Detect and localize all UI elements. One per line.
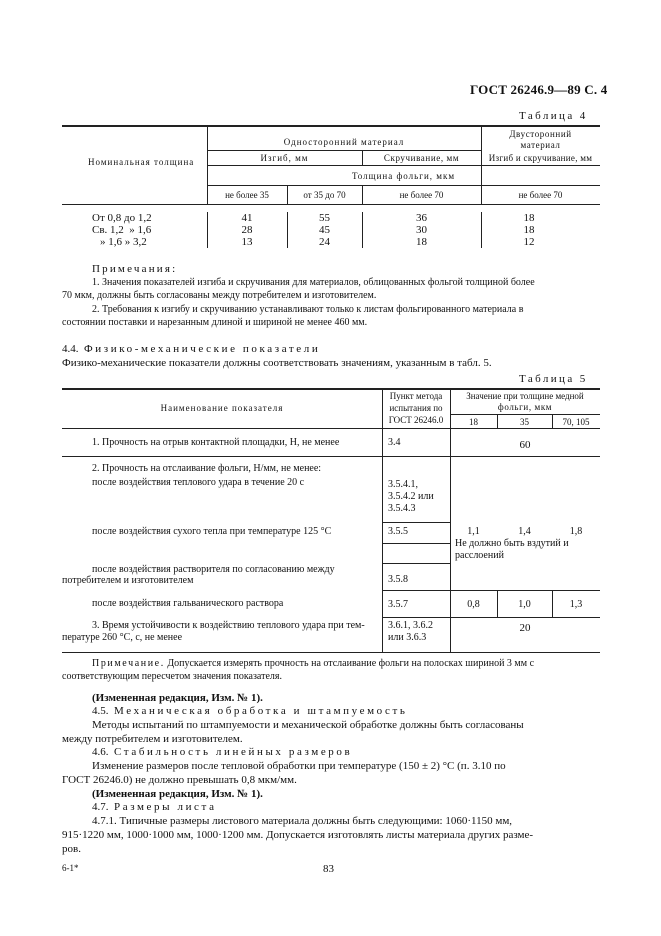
section-text: Методы испытаний по штампуемости и механической обработке должны быть согласованы xyxy=(92,719,524,731)
table5-r2b-v: 1,1 xyxy=(467,526,480,537)
table4-foil-thickness: Толщина фольги, мкм xyxy=(351,171,456,181)
table4-cell: 36 xyxy=(416,212,427,224)
section-title: Физико-механические показатели xyxy=(84,343,321,355)
table5-r3-value: 20 xyxy=(519,622,531,634)
table4-bend: Изгиб, мм xyxy=(260,153,309,163)
table4-cell: 45 xyxy=(319,224,330,236)
section-number: 4.4. xyxy=(62,343,79,355)
table4-cell: 30 xyxy=(416,224,427,236)
table4-sub-3: не более 70 xyxy=(399,190,444,200)
notes1-line: 70 мкм, должны быть согласованы между потребителем и изготовителем. xyxy=(62,290,377,301)
table5-sub: 18 xyxy=(469,417,478,427)
section-text: ров. xyxy=(62,843,81,855)
table4-cell: 12 xyxy=(523,236,535,248)
table4-two-sided-2: материал xyxy=(520,140,561,150)
table5-r2a-method: 3.5.4.2 или xyxy=(388,491,434,502)
edit-note: (Измененная редакция, Изм. № 1). xyxy=(92,692,263,704)
table4-row-label: От 0,8 до 1,2 xyxy=(92,212,152,224)
section-text: Физико-механические показатели должны соответствовать значениям, указанным в табл. 5. xyxy=(62,357,492,369)
note2-text: соответствующим пересчетом значения показателя. xyxy=(62,671,283,682)
table4-sub-4: не более 70 xyxy=(518,190,563,200)
table5-caption: Таблица 5 xyxy=(519,373,588,385)
section-text: между потребителем и изготовителем. xyxy=(62,733,243,745)
table5-r2b-method: 3.5.5 xyxy=(388,526,408,537)
section-text: 915·1220 мм, 1000·1000 мм, 1000·1200 мм. Допускается изготовлять листы материала других разме- xyxy=(62,829,534,841)
notes1-line: состоянии поставки и нарезанным длиной и шириной не менее 460 мм. xyxy=(62,317,368,328)
section-number: 4.5. xyxy=(92,705,109,717)
table5-r2d-method: 3.5.7 xyxy=(388,599,408,610)
note2-title: Примечание. xyxy=(92,658,165,669)
table4-row-label: Св. 1,2 » 1,6 xyxy=(92,224,152,236)
table4-cell: 28 xyxy=(241,224,253,236)
table4-caption: Таблица 4 xyxy=(519,110,588,122)
section-title: Механическая обработка и штампуемость xyxy=(114,705,408,717)
table4-cell: 18 xyxy=(523,212,535,224)
table5-r3-method: 3.6.1, 3.6.2 xyxy=(388,620,433,631)
table4-cell: 13 xyxy=(241,236,253,248)
table4-twist: Скручивание, мм xyxy=(383,153,460,163)
section-text: Изменение размеров после тепловой обработки при температуре (150 ± 2) °С (п. 3.10 по xyxy=(92,760,506,772)
table4-sub-1: не более 35 xyxy=(225,190,269,200)
table5-r2a-name: после воздействия теплового удара в течение 20 с xyxy=(92,477,305,488)
section-text: 4.7.1. Типичные размеры листового материала должны быть следующими: 1060·1150 мм, xyxy=(92,815,513,827)
table5-col-method: Пункт метода xyxy=(389,391,443,401)
table5-sub: 70, 105 xyxy=(562,417,590,427)
table5-r1-method: 3.4 xyxy=(388,437,401,448)
table5-r2b-v: 1,8 xyxy=(569,526,583,537)
footer-mark: 6-1* xyxy=(62,863,79,873)
table5-sub: 35 xyxy=(520,417,529,427)
table5-r2b-note: Не должно быть вздутий и xyxy=(455,538,569,549)
table5-r2b-name: после воздействия сухого тепла при температуре 125 °С xyxy=(92,526,332,537)
table5-r3-method: или 3.6.3 xyxy=(388,632,427,643)
table4-one-sided: Односторонний материал xyxy=(283,137,405,147)
table4-row-label: » 1,6 » 3,2 xyxy=(100,236,147,248)
table4-cell: 41 xyxy=(241,212,253,224)
page-header: ГОСТ 26246.9—89 С. 4 xyxy=(470,82,608,97)
page-number: 83 xyxy=(323,863,334,875)
table5-col-method: ГОСТ 26246.0 xyxy=(388,415,444,425)
table5-r2c-method: 3.5.8 xyxy=(388,574,408,585)
table4-two-sided-1: Двусторонний xyxy=(509,129,572,139)
note2-text: Допускается измерять прочность на отслаивание фольги на полосках шириной 3 мм с xyxy=(164,658,535,669)
table5-r1-value: 60 xyxy=(519,439,531,451)
section-number: 4.7. xyxy=(92,801,109,813)
table5-r2c-name: после воздействия растворителя по согласованию между xyxy=(92,564,335,575)
table5-r2a-method: 3.5.4.3 xyxy=(388,503,416,514)
table5-r2-name: 2. Прочность на отслаивание фольги, Н/мм, не менее: xyxy=(92,463,322,474)
table5-r2d-v: 0,8 xyxy=(467,599,480,610)
section-number: 4.6. xyxy=(92,746,109,758)
table4-bend-twist: Изгиб и скручивание, мм xyxy=(488,153,593,163)
table4-cell: 24 xyxy=(319,236,330,248)
table5-r2c-name: потребителем и изготовителем xyxy=(62,575,194,586)
table4-cell: 18 xyxy=(416,236,427,248)
table5-r2d-name: после воздействия гальванического раствора xyxy=(92,598,284,609)
section-title: Стабильность линейных размеров xyxy=(114,746,353,758)
notes1-line: 2. Требования к изгибу и скручиванию устанавливают только к листам фольгированного материала в xyxy=(92,304,524,315)
section-title: Размеры листа xyxy=(114,801,217,813)
table5-r2a-method: 3.5.4.1, xyxy=(388,479,418,490)
table5-r2b-note: расслоений xyxy=(455,550,504,561)
table5-r2d-v: 1,3 xyxy=(569,599,583,610)
table5-r3-name: 3. Время устойчивости к воздействию теплового удара при тем- xyxy=(92,620,365,631)
section-text: ГОСТ 26246.0) не должно превышать 0,8 мкм/мм. xyxy=(62,774,297,786)
table5-col-name: Наименование показателя xyxy=(160,403,284,413)
table4-cell: 55 xyxy=(319,212,330,224)
table5-r1-name: 1. Прочность на отрыв контактной площадки, Н, не менее xyxy=(92,437,340,448)
table5-col-value: фольги, мкм xyxy=(497,402,553,412)
edit-note: (Измененная редакция, Изм. № 1). xyxy=(92,788,263,800)
table4-sub-2: от 35 до 70 xyxy=(303,190,346,200)
table5-col-method: испытания по xyxy=(389,403,443,413)
notes1-line: 1. Значения показателей изгиба и скручивания для материалов, облицованных фольгой толщиной более xyxy=(92,277,535,288)
table5-r2d-v: 1,0 xyxy=(518,599,531,610)
notes1-title: Примечания: xyxy=(92,263,178,275)
table5-col-value: Значение при толщине медной xyxy=(466,391,584,401)
table4-cell: 18 xyxy=(523,224,535,236)
table4-col-name: Номинальная толщина xyxy=(88,157,195,167)
table5-r2b-v: 1,4 xyxy=(518,526,531,537)
table5-r3-name: пературе 260 °С, с, не менее xyxy=(62,632,183,643)
